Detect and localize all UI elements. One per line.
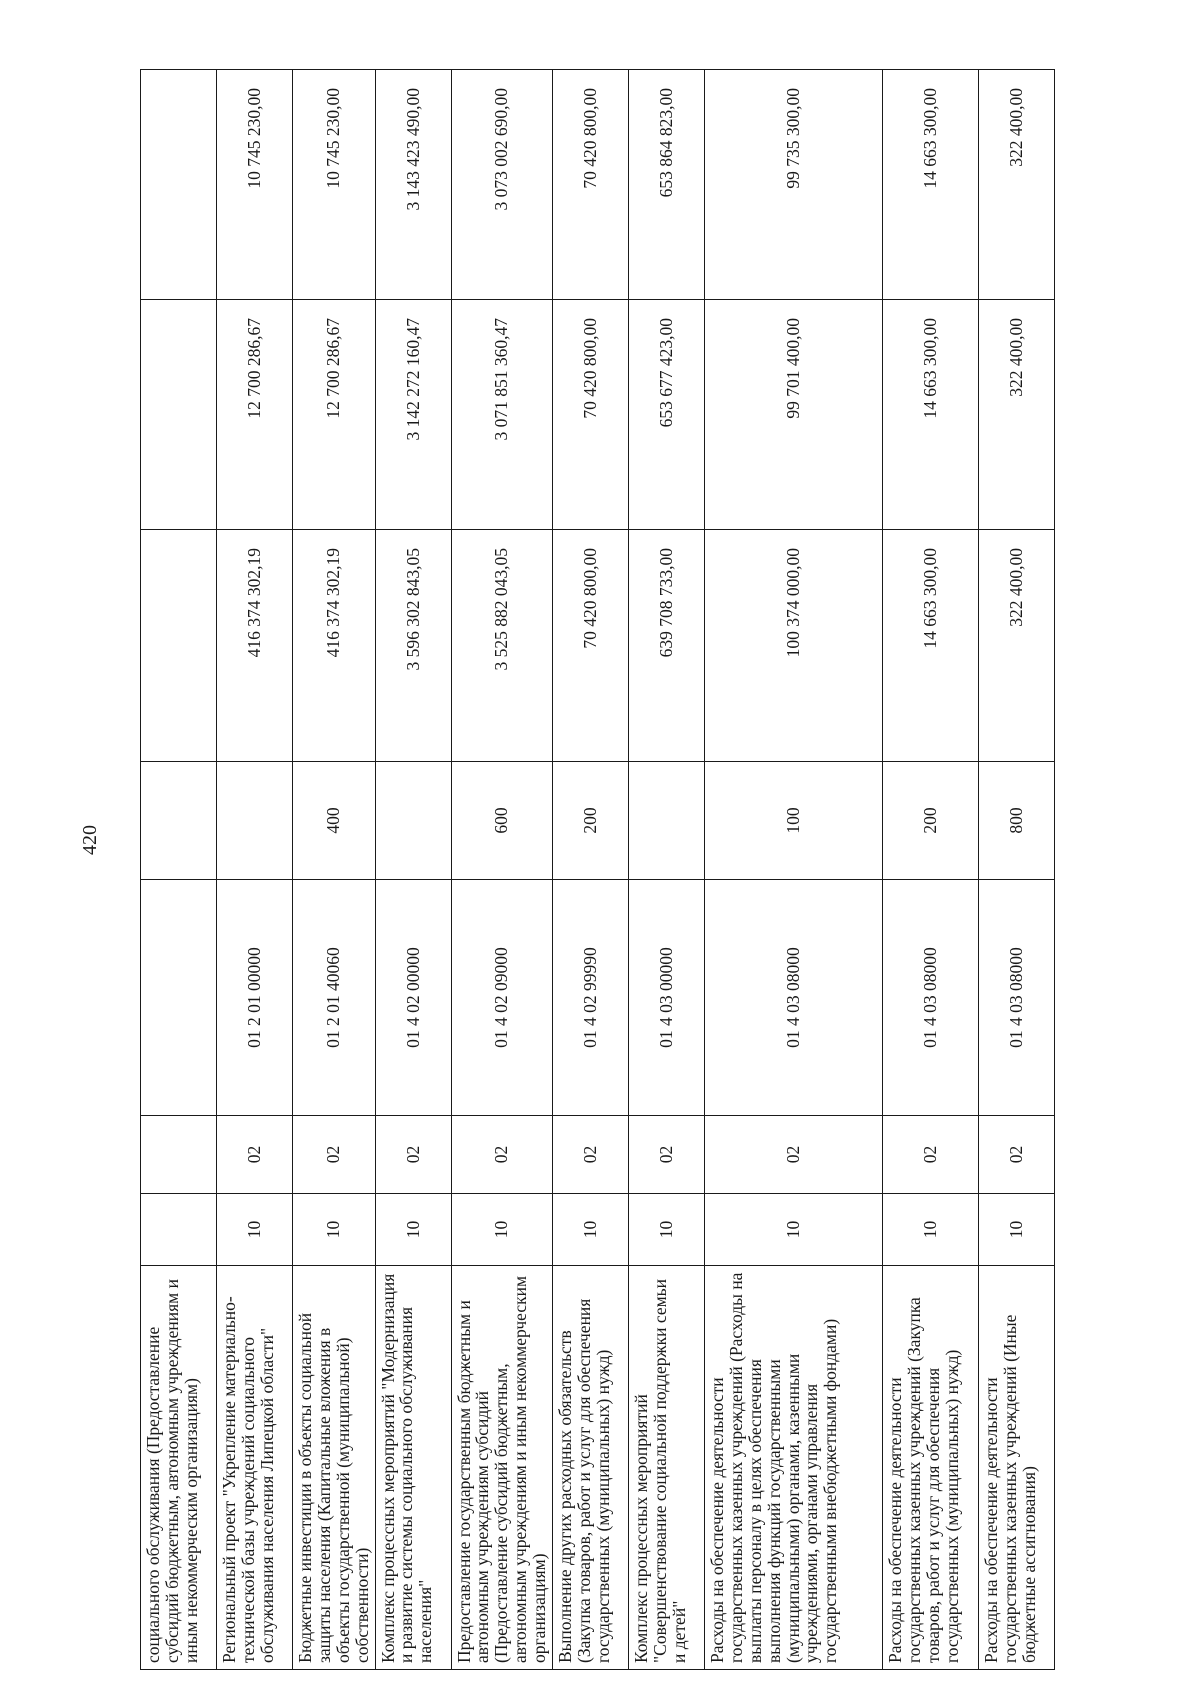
vr-cell — [375, 762, 451, 880]
rz-cell: 10 — [705, 1194, 883, 1266]
sum-year2-cell: 70 420 800,00 — [553, 300, 629, 530]
sum-year2-cell: 14 663 300,00 — [883, 300, 979, 530]
vr-cell: 400 — [293, 762, 376, 880]
csr-cell: 01 4 03 08000 — [705, 880, 883, 1116]
csr-cell: 01 4 03 08000 — [979, 880, 1055, 1116]
sum-year3-cell: 3 073 002 690,00 — [451, 70, 552, 300]
csr-cell: 01 2 01 40060 — [293, 880, 376, 1116]
pr-cell: 02 — [293, 1116, 376, 1194]
pr-cell — [141, 1116, 217, 1194]
sum-year1-cell: 70 420 800,00 — [553, 530, 629, 762]
table-row — [375, 70, 451, 1670]
sum-year2-cell: 322 400,00 — [979, 300, 1055, 530]
sum-year2-cell — [141, 300, 217, 530]
row-name-cell: Региональный проект "Укрепление материально-технической базы учреждений социального обслуживания населения Липецкой области" — [217, 1266, 293, 1670]
csr-cell: 01 4 03 00000 — [629, 880, 705, 1116]
sum-year2-cell: 653 677 423,00 — [629, 300, 705, 530]
rz-cell: 10 — [451, 1194, 552, 1266]
row-name-cell: Выполнение других расходных обязательств (Закупка товаров, работ и услуг для обеспечения государственных (муниципальных) нужд) — [553, 1266, 629, 1670]
row-name-cell: Расходы на обеспечение деятельности государственных казенных учреждений (Иные бюджетные ассигнования) — [979, 1266, 1055, 1670]
sum-year2-cell: 12 700 286,67 — [217, 300, 293, 530]
row-name-cell: Расходы на обеспечение деятельности государственных казенных учреждений (Расходы на выплаты персоналу в целях обеспечения выполнения функций государственными (муниципальными) органами, казенными учреждениями, органами управления государственными внебюджетными фондами) — [705, 1266, 883, 1670]
sum-year3-cell: 10 745 230,00 — [217, 70, 293, 300]
rz-cell: 10 — [979, 1194, 1055, 1266]
table-row — [553, 70, 629, 1670]
sum-year1-cell: 416 374 302,19 — [217, 530, 293, 762]
sum-year1-cell: 322 400,00 — [979, 530, 1055, 762]
rotated-table-frame — [140, 70, 1140, 1670]
rz-cell: 10 — [553, 1194, 629, 1266]
csr-cell: 01 2 01 00000 — [217, 880, 293, 1116]
sum-year3-cell: 3 143 423 490,00 — [375, 70, 451, 300]
sum-year1-cell: 639 708 733,00 — [629, 530, 705, 762]
table-row — [217, 70, 293, 1670]
rz-cell: 10 — [375, 1194, 451, 1266]
sum-year1-cell: 3 525 882 043,05 — [451, 530, 552, 762]
sum-year3-cell: 99 735 300,00 — [705, 70, 883, 300]
table-row — [883, 70, 979, 1670]
vr-cell: 200 — [553, 762, 629, 880]
table-row — [705, 70, 883, 1670]
row-name-cell: Комплекс процессных мероприятий "Модернизация и развитие системы социального обслуживания населения" — [375, 1266, 451, 1670]
sum-year3-cell: 653 864 823,00 — [629, 70, 705, 300]
csr-cell: 01 4 02 99990 — [553, 880, 629, 1116]
pr-cell: 02 — [217, 1116, 293, 1194]
rz-cell: 10 — [217, 1194, 293, 1266]
vr-cell — [217, 762, 293, 880]
sum-year2-cell: 12 700 286,67 — [293, 300, 376, 530]
sum-year1-cell — [141, 530, 217, 762]
sum-year2-cell: 3 142 272 160,47 — [375, 300, 451, 530]
table-row — [293, 70, 376, 1670]
pr-cell: 02 — [451, 1116, 552, 1194]
csr-cell: 01 4 03 08000 — [883, 880, 979, 1116]
sum-year3-cell — [141, 70, 217, 300]
page-number: 420 — [78, 825, 101, 855]
sum-year1-cell: 416 374 302,19 — [293, 530, 376, 762]
csr-cell: 01 4 02 09000 — [451, 880, 552, 1116]
pr-cell: 02 — [883, 1116, 979, 1194]
vr-cell: 800 — [979, 762, 1055, 880]
pr-cell: 02 — [979, 1116, 1055, 1194]
row-name-cell: социального обслуживания (Предоставление субсидий бюджетным, автономным учреждениям и иным некоммерческим организациям) — [141, 1266, 217, 1670]
vr-cell — [141, 762, 217, 880]
vr-cell — [629, 762, 705, 880]
pr-cell: 02 — [553, 1116, 629, 1194]
sum-year1-cell: 100 374 000,00 — [705, 530, 883, 762]
pr-cell: 02 — [629, 1116, 705, 1194]
csr-cell — [141, 880, 217, 1116]
table-row — [141, 70, 217, 1670]
row-name-cell: Предоставление государственным бюджетным и автономным учреждениям субсидий (Предоставление субсидий бюджетным, автономным учреждениям и иным некоммерческим организациям) — [451, 1266, 552, 1670]
sum-year2-cell: 3 071 851 360,47 — [451, 300, 552, 530]
sum-year3-cell: 70 420 800,00 — [553, 70, 629, 300]
row-name-cell: Комплекс процессных мероприятий "Совершенствование социальной поддержки семьи и детей" — [629, 1266, 705, 1670]
row-name-cell: Бюджетные инвестиции в объекты социальной защиты населения (Капитальные вложения в объекты государственной (муниципальной) собственности) — [293, 1266, 376, 1670]
pr-cell: 02 — [375, 1116, 451, 1194]
sum-year3-cell: 10 745 230,00 — [293, 70, 376, 300]
sum-year2-cell: 99 701 400,00 — [705, 300, 883, 530]
document-page — [140, 70, 1140, 1670]
rz-cell: 10 — [883, 1194, 979, 1266]
rz-cell: 10 — [629, 1194, 705, 1266]
vr-cell: 600 — [451, 762, 552, 880]
vr-cell: 100 — [705, 762, 883, 880]
rz-cell: 10 — [293, 1194, 376, 1266]
csr-cell: 01 4 02 00000 — [375, 880, 451, 1116]
budget-table — [140, 69, 1055, 1670]
row-name-cell: Расходы на обеспечение деятельности государственных казенных учреждений (Закупка товаров, работ и услуг для обеспечения государственных (муниципальных) нужд) — [883, 1266, 979, 1670]
sum-year3-cell: 322 400,00 — [979, 70, 1055, 300]
table-row — [629, 70, 705, 1670]
pr-cell: 02 — [705, 1116, 883, 1194]
rz-cell — [141, 1194, 217, 1266]
sum-year1-cell: 3 596 302 843,05 — [375, 530, 451, 762]
sum-year1-cell: 14 663 300,00 — [883, 530, 979, 762]
table-row — [451, 70, 552, 1670]
vr-cell: 200 — [883, 762, 979, 880]
sum-year3-cell: 14 663 300,00 — [883, 70, 979, 300]
table-row — [979, 70, 1055, 1670]
